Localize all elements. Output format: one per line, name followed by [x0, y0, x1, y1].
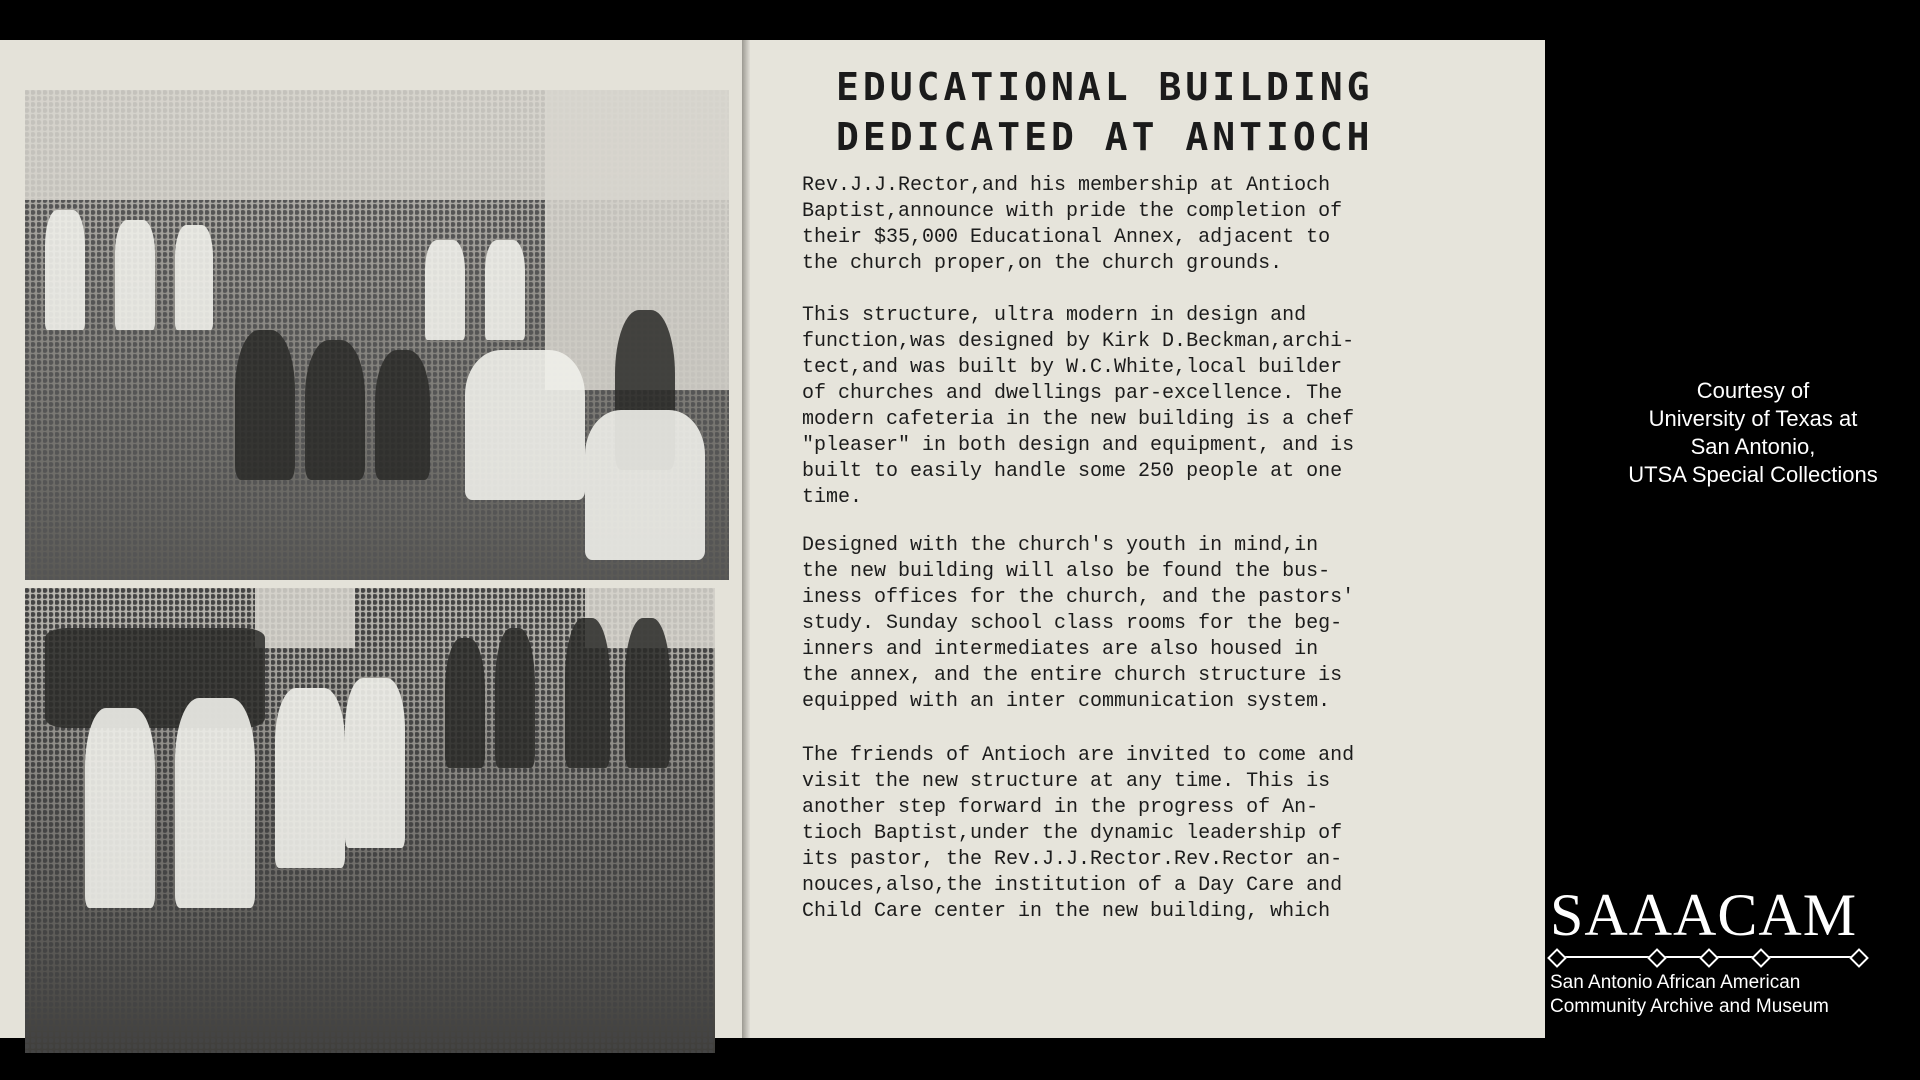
courtesy-credit [1598, 377, 1908, 489]
article-paragraph-1: Rev.J.J.Rector,and his membership at Antioch Baptist,announce with pride the completion of their $35,000 Educational Annex, adjacent to the church proper,on the church grounds. [802, 174, 1343, 275]
article-paragraph-3: Designed with the church's youth in mind,in the new building will also be found the bus-iness offices for the church, and the pastors' study. Sunday school class rooms for the beg-inners and intermediates are also housed in the annex, and the entire church structure is equipped with an inter communication system. [802, 534, 1355, 713]
courtesy-line-1: Courtesy of [1696, 378, 1810, 403]
photo-ceremony-top [25, 90, 729, 580]
article-paragraph-2: This structure, ultra modern in design and function,was designed by Kirk D.Beckman,archi-tect,and was built by W.C.White,local builder of churches and dwellings par-excellence. The modern cafeteria in the new building is a chef "pleaser" in both design and equipment, and is built to easily handle some 250 people at one time. [802, 304, 1355, 509]
logo-wordmark: SAAACAM [1550, 882, 1858, 948]
scanned-spread [0, 40, 1545, 1038]
courtesy-line-4: UTSA Special Collections [1628, 462, 1878, 487]
photo-congregation-bottom [25, 588, 715, 1053]
courtesy-line-3: San Antonio, [1690, 434, 1816, 459]
logo-subtitle-line-1: San Antonio African American [1550, 972, 1801, 993]
logo-divider [1550, 949, 1866, 965]
left-page [0, 40, 743, 1038]
article-headline [836, 62, 1374, 162]
courtesy-line-2: University of Texas at [1648, 406, 1858, 431]
right-page [750, 40, 1545, 1038]
article-paragraph-4: The friends of Antioch are invited to come and visit the new structure at any time. This is another step forward in the progress of An-tioch Baptist,under the dynamic leadership of its pastor, the Rev.J.J.Rector.Rev.Rector an-nouces,also,the institution of a Day Care and Child Care center in the new building, which [802, 744, 1355, 923]
headline-line-2: DEDICATED AT ANTIOCH [836, 115, 1374, 159]
saaacam-logo [1550, 882, 1910, 1019]
logo-subtitle [1550, 971, 1910, 1019]
logo-subtitle-line-2: Community Archive and Museum [1550, 996, 1829, 1017]
headline-line-1: EDUCATIONAL BUILDING [836, 65, 1374, 109]
